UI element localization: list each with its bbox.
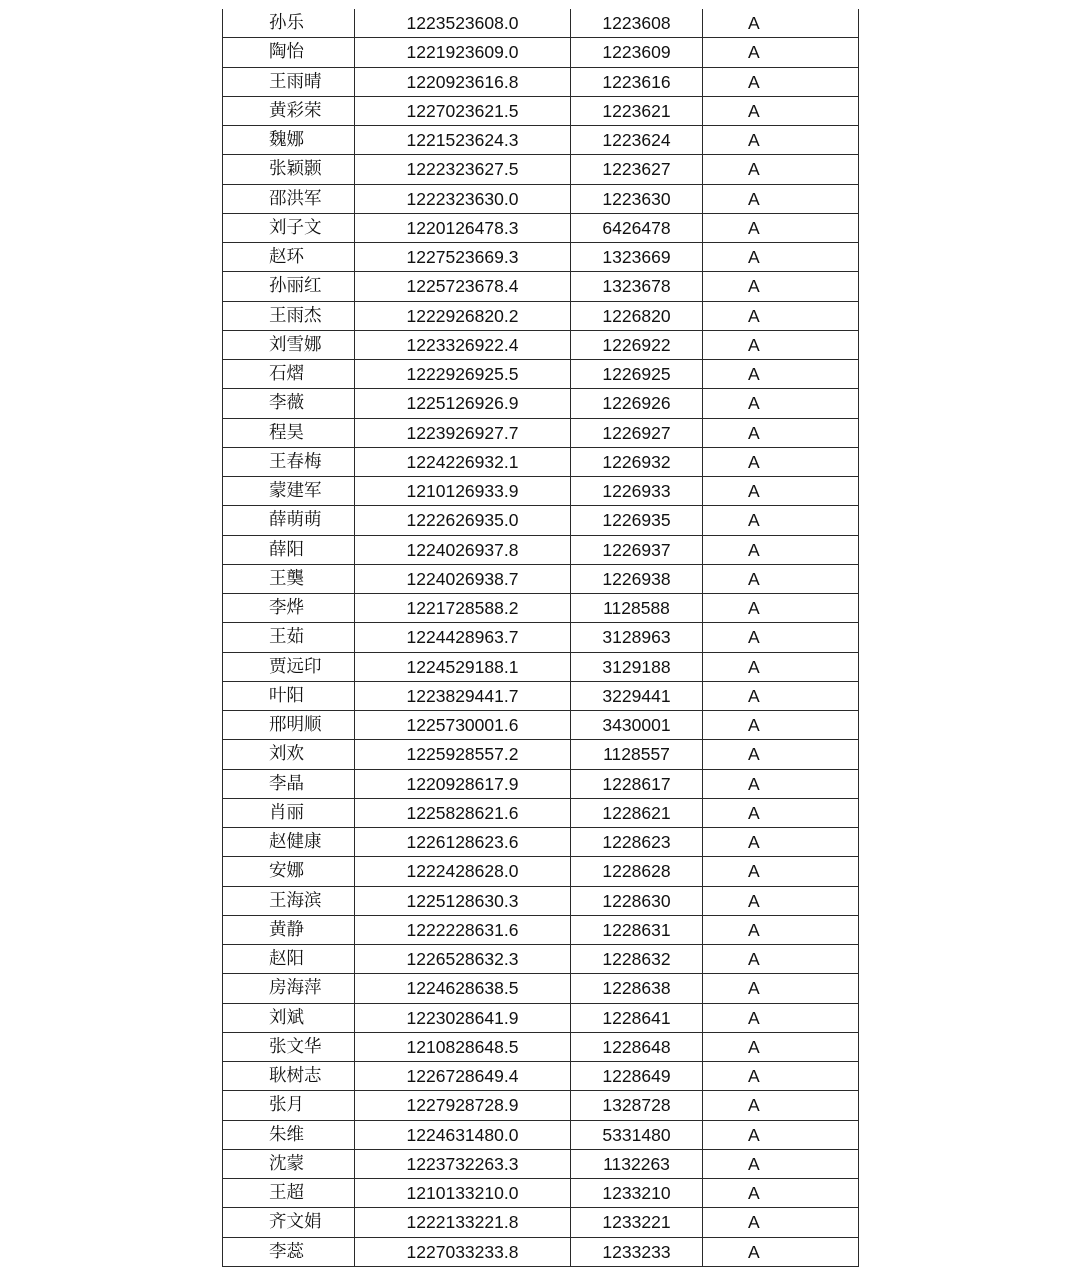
table-row bbox=[223, 535, 859, 564]
code-cell: 1226933 bbox=[571, 477, 703, 506]
grade-cell: A bbox=[703, 623, 859, 652]
name-cell: 王春梅 bbox=[223, 447, 355, 476]
name-cell: 赵环 bbox=[223, 243, 355, 272]
code-cell: 1223627 bbox=[571, 155, 703, 184]
id-number-cell: 1222323627.5 bbox=[355, 155, 571, 184]
name-cell: 王龑 bbox=[223, 564, 355, 593]
id-number-cell: 1222926925.5 bbox=[355, 360, 571, 389]
id-number-cell: 1222323630.0 bbox=[355, 184, 571, 213]
table-row bbox=[223, 389, 859, 418]
name-cell: 魏娜 bbox=[223, 126, 355, 155]
table-row bbox=[223, 1179, 859, 1208]
name-cell: 孙乐 bbox=[223, 9, 355, 38]
grade-cell: A bbox=[703, 594, 859, 623]
grade-cell: A bbox=[703, 1179, 859, 1208]
grade-cell: A bbox=[703, 681, 859, 710]
grade-cell: A bbox=[703, 1003, 859, 1032]
table-row bbox=[223, 828, 859, 857]
code-cell: 1223616 bbox=[571, 67, 703, 96]
id-number-cell: 1224026938.7 bbox=[355, 564, 571, 593]
id-number-cell: 1225126926.9 bbox=[355, 389, 571, 418]
grade-cell: A bbox=[703, 740, 859, 769]
code-cell: 1228648 bbox=[571, 1032, 703, 1061]
code-cell: 1228630 bbox=[571, 886, 703, 915]
table-row bbox=[223, 564, 859, 593]
grade-cell: A bbox=[703, 155, 859, 184]
table-row bbox=[223, 974, 859, 1003]
id-number-cell: 1220928617.9 bbox=[355, 769, 571, 798]
name-cell: 安娜 bbox=[223, 857, 355, 886]
table-row bbox=[223, 1062, 859, 1091]
grade-cell: A bbox=[703, 96, 859, 125]
name-cell: 张文华 bbox=[223, 1032, 355, 1061]
code-cell: 1226820 bbox=[571, 301, 703, 330]
name-cell: 黄静 bbox=[223, 915, 355, 944]
code-cell: 1323669 bbox=[571, 243, 703, 272]
roster-table bbox=[222, 9, 859, 1267]
name-cell: 王海滨 bbox=[223, 886, 355, 915]
grade-cell: A bbox=[703, 1149, 859, 1178]
grade-cell: A bbox=[703, 418, 859, 447]
name-cell: 赵健康 bbox=[223, 828, 355, 857]
table-row bbox=[223, 184, 859, 213]
id-number-cell: 1221523624.3 bbox=[355, 126, 571, 155]
id-number-cell: 1222926820.2 bbox=[355, 301, 571, 330]
code-cell: 1223609 bbox=[571, 38, 703, 67]
code-cell: 1226932 bbox=[571, 447, 703, 476]
grade-cell: A bbox=[703, 330, 859, 359]
name-cell: 刘斌 bbox=[223, 1003, 355, 1032]
code-cell: 1226925 bbox=[571, 360, 703, 389]
id-number-cell: 1223732263.3 bbox=[355, 1149, 571, 1178]
grade-cell: A bbox=[703, 38, 859, 67]
name-cell: 王雨晴 bbox=[223, 67, 355, 96]
id-number-cell: 1227523669.3 bbox=[355, 243, 571, 272]
code-cell: 3129188 bbox=[571, 652, 703, 681]
code-cell: 3128963 bbox=[571, 623, 703, 652]
code-cell: 1228621 bbox=[571, 798, 703, 827]
grade-cell: A bbox=[703, 915, 859, 944]
grade-cell: A bbox=[703, 711, 859, 740]
grade-cell: A bbox=[703, 535, 859, 564]
table-row bbox=[223, 1208, 859, 1237]
code-cell: 1228641 bbox=[571, 1003, 703, 1032]
table-row bbox=[223, 594, 859, 623]
id-number-cell: 1224226932.1 bbox=[355, 447, 571, 476]
code-cell: 1223630 bbox=[571, 184, 703, 213]
name-cell: 孙丽红 bbox=[223, 272, 355, 301]
name-cell: 李烨 bbox=[223, 594, 355, 623]
code-cell: 1228623 bbox=[571, 828, 703, 857]
id-number-cell: 1227928728.9 bbox=[355, 1091, 571, 1120]
table-row bbox=[223, 155, 859, 184]
id-number-cell: 1222228631.6 bbox=[355, 915, 571, 944]
name-cell: 王超 bbox=[223, 1179, 355, 1208]
code-cell: 1228631 bbox=[571, 915, 703, 944]
id-number-cell: 1226728649.4 bbox=[355, 1062, 571, 1091]
code-cell: 3430001 bbox=[571, 711, 703, 740]
grade-cell: A bbox=[703, 1237, 859, 1266]
table-row bbox=[223, 360, 859, 389]
id-number-cell: 1220126478.3 bbox=[355, 213, 571, 242]
name-cell: 邵洪军 bbox=[223, 184, 355, 213]
name-cell: 叶阳 bbox=[223, 681, 355, 710]
name-cell: 耿树志 bbox=[223, 1062, 355, 1091]
name-cell: 王雨杰 bbox=[223, 301, 355, 330]
code-cell: 1223624 bbox=[571, 126, 703, 155]
table-row bbox=[223, 1032, 859, 1061]
code-cell: 1228632 bbox=[571, 945, 703, 974]
id-number-cell: 1223326922.4 bbox=[355, 330, 571, 359]
grade-cell: A bbox=[703, 272, 859, 301]
grade-cell: A bbox=[703, 389, 859, 418]
grade-cell: A bbox=[703, 1120, 859, 1149]
table-row bbox=[223, 1149, 859, 1178]
name-cell: 李晶 bbox=[223, 769, 355, 798]
name-cell: 沈蒙 bbox=[223, 1149, 355, 1178]
table-row bbox=[223, 418, 859, 447]
grade-cell: A bbox=[703, 126, 859, 155]
grade-cell: A bbox=[703, 243, 859, 272]
id-number-cell: 1223028641.9 bbox=[355, 1003, 571, 1032]
code-cell: 1223608 bbox=[571, 9, 703, 38]
name-cell: 张颖颢 bbox=[223, 155, 355, 184]
id-number-cell: 1224026937.8 bbox=[355, 535, 571, 564]
table-row bbox=[223, 798, 859, 827]
name-cell: 陶怡 bbox=[223, 38, 355, 67]
grade-cell: A bbox=[703, 1208, 859, 1237]
grade-cell: A bbox=[703, 1032, 859, 1061]
grade-cell: A bbox=[703, 945, 859, 974]
id-number-cell: 1224631480.0 bbox=[355, 1120, 571, 1149]
id-number-cell: 1222133221.8 bbox=[355, 1208, 571, 1237]
table-row bbox=[223, 67, 859, 96]
grade-cell: A bbox=[703, 886, 859, 915]
id-number-cell: 1225828621.6 bbox=[355, 798, 571, 827]
grade-cell: A bbox=[703, 9, 859, 38]
table-row bbox=[223, 769, 859, 798]
table-row bbox=[223, 652, 859, 681]
code-cell: 1226935 bbox=[571, 506, 703, 535]
table-row bbox=[223, 886, 859, 915]
name-cell: 刘雪娜 bbox=[223, 330, 355, 359]
grade-cell: A bbox=[703, 360, 859, 389]
code-cell: 1226938 bbox=[571, 564, 703, 593]
grade-cell: A bbox=[703, 213, 859, 242]
name-cell: 刘欢 bbox=[223, 740, 355, 769]
name-cell: 贾远印 bbox=[223, 652, 355, 681]
name-cell: 齐文娟 bbox=[223, 1208, 355, 1237]
grade-cell: A bbox=[703, 769, 859, 798]
grade-cell: A bbox=[703, 184, 859, 213]
id-number-cell: 1210126933.9 bbox=[355, 477, 571, 506]
id-number-cell: 1210133210.0 bbox=[355, 1179, 571, 1208]
id-number-cell: 1223926927.7 bbox=[355, 418, 571, 447]
table-row bbox=[223, 38, 859, 67]
grade-cell: A bbox=[703, 67, 859, 96]
name-cell: 薛萌萌 bbox=[223, 506, 355, 535]
id-number-cell: 1222626935.0 bbox=[355, 506, 571, 535]
name-cell: 刘子文 bbox=[223, 213, 355, 242]
code-cell: 1228638 bbox=[571, 974, 703, 1003]
table-row bbox=[223, 740, 859, 769]
table-row bbox=[223, 272, 859, 301]
id-number-cell: 1221923609.0 bbox=[355, 38, 571, 67]
code-cell: 1226922 bbox=[571, 330, 703, 359]
name-cell: 石熠 bbox=[223, 360, 355, 389]
code-cell: 1223621 bbox=[571, 96, 703, 125]
grade-cell: A bbox=[703, 1062, 859, 1091]
table-row bbox=[223, 126, 859, 155]
name-cell: 黄彩荣 bbox=[223, 96, 355, 125]
code-cell: 1228617 bbox=[571, 769, 703, 798]
id-number-cell: 1222428628.0 bbox=[355, 857, 571, 886]
table-row bbox=[223, 1091, 859, 1120]
name-cell: 王茹 bbox=[223, 623, 355, 652]
roster-table-body bbox=[223, 9, 859, 1266]
table-row bbox=[223, 213, 859, 242]
table-row bbox=[223, 301, 859, 330]
name-cell: 蒙建军 bbox=[223, 477, 355, 506]
grade-cell: A bbox=[703, 564, 859, 593]
id-number-cell: 1226528632.3 bbox=[355, 945, 571, 974]
code-cell: 1323678 bbox=[571, 272, 703, 301]
name-cell: 赵阳 bbox=[223, 945, 355, 974]
table-row bbox=[223, 477, 859, 506]
id-number-cell: 1210828648.5 bbox=[355, 1032, 571, 1061]
id-number-cell: 1224529188.1 bbox=[355, 652, 571, 681]
id-number-cell: 1227033233.8 bbox=[355, 1237, 571, 1266]
code-cell: 1328728 bbox=[571, 1091, 703, 1120]
code-cell: 1132263 bbox=[571, 1149, 703, 1178]
name-cell: 李蕊 bbox=[223, 1237, 355, 1266]
code-cell: 1233221 bbox=[571, 1208, 703, 1237]
table-row bbox=[223, 9, 859, 38]
name-cell: 李薇 bbox=[223, 389, 355, 418]
code-cell: 3229441 bbox=[571, 681, 703, 710]
grade-cell: A bbox=[703, 857, 859, 886]
code-cell: 1226926 bbox=[571, 389, 703, 418]
name-cell: 程昊 bbox=[223, 418, 355, 447]
id-number-cell: 1220923616.8 bbox=[355, 67, 571, 96]
grade-cell: A bbox=[703, 477, 859, 506]
code-cell: 1128557 bbox=[571, 740, 703, 769]
grade-cell: A bbox=[703, 447, 859, 476]
code-cell: 1226937 bbox=[571, 535, 703, 564]
grade-cell: A bbox=[703, 1091, 859, 1120]
name-cell: 肖丽 bbox=[223, 798, 355, 827]
table-row bbox=[223, 506, 859, 535]
table-row bbox=[223, 711, 859, 740]
id-number-cell: 1223523608.0 bbox=[355, 9, 571, 38]
table-row bbox=[223, 330, 859, 359]
code-cell: 5331480 bbox=[571, 1120, 703, 1149]
name-cell: 邢明顺 bbox=[223, 711, 355, 740]
id-number-cell: 1225928557.2 bbox=[355, 740, 571, 769]
grade-cell: A bbox=[703, 301, 859, 330]
code-cell: 1228649 bbox=[571, 1062, 703, 1091]
grade-cell: A bbox=[703, 974, 859, 1003]
table-row bbox=[223, 1237, 859, 1266]
id-number-cell: 1224428963.7 bbox=[355, 623, 571, 652]
id-number-cell: 1224628638.5 bbox=[355, 974, 571, 1003]
table-row bbox=[223, 243, 859, 272]
code-cell: 6426478 bbox=[571, 213, 703, 242]
code-cell: 1228628 bbox=[571, 857, 703, 886]
grade-cell: A bbox=[703, 652, 859, 681]
table-row bbox=[223, 447, 859, 476]
code-cell: 1128588 bbox=[571, 594, 703, 623]
table-row bbox=[223, 1120, 859, 1149]
table-row bbox=[223, 96, 859, 125]
code-cell: 1226927 bbox=[571, 418, 703, 447]
id-number-cell: 1227023621.5 bbox=[355, 96, 571, 125]
table-row bbox=[223, 623, 859, 652]
id-number-cell: 1225730001.6 bbox=[355, 711, 571, 740]
id-number-cell: 1223829441.7 bbox=[355, 681, 571, 710]
grade-cell: A bbox=[703, 828, 859, 857]
name-cell: 薛阳 bbox=[223, 535, 355, 564]
id-number-cell: 1221728588.2 bbox=[355, 594, 571, 623]
code-cell: 1233233 bbox=[571, 1237, 703, 1266]
table-row bbox=[223, 1003, 859, 1032]
code-cell: 1233210 bbox=[571, 1179, 703, 1208]
table-row bbox=[223, 681, 859, 710]
name-cell: 房海萍 bbox=[223, 974, 355, 1003]
table-row bbox=[223, 857, 859, 886]
grade-cell: A bbox=[703, 506, 859, 535]
id-number-cell: 1226128623.6 bbox=[355, 828, 571, 857]
name-cell: 朱维 bbox=[223, 1120, 355, 1149]
id-number-cell: 1225723678.4 bbox=[355, 272, 571, 301]
table-row bbox=[223, 915, 859, 944]
grade-cell: A bbox=[703, 798, 859, 827]
table-row bbox=[223, 945, 859, 974]
id-number-cell: 1225128630.3 bbox=[355, 886, 571, 915]
name-cell: 张月 bbox=[223, 1091, 355, 1120]
